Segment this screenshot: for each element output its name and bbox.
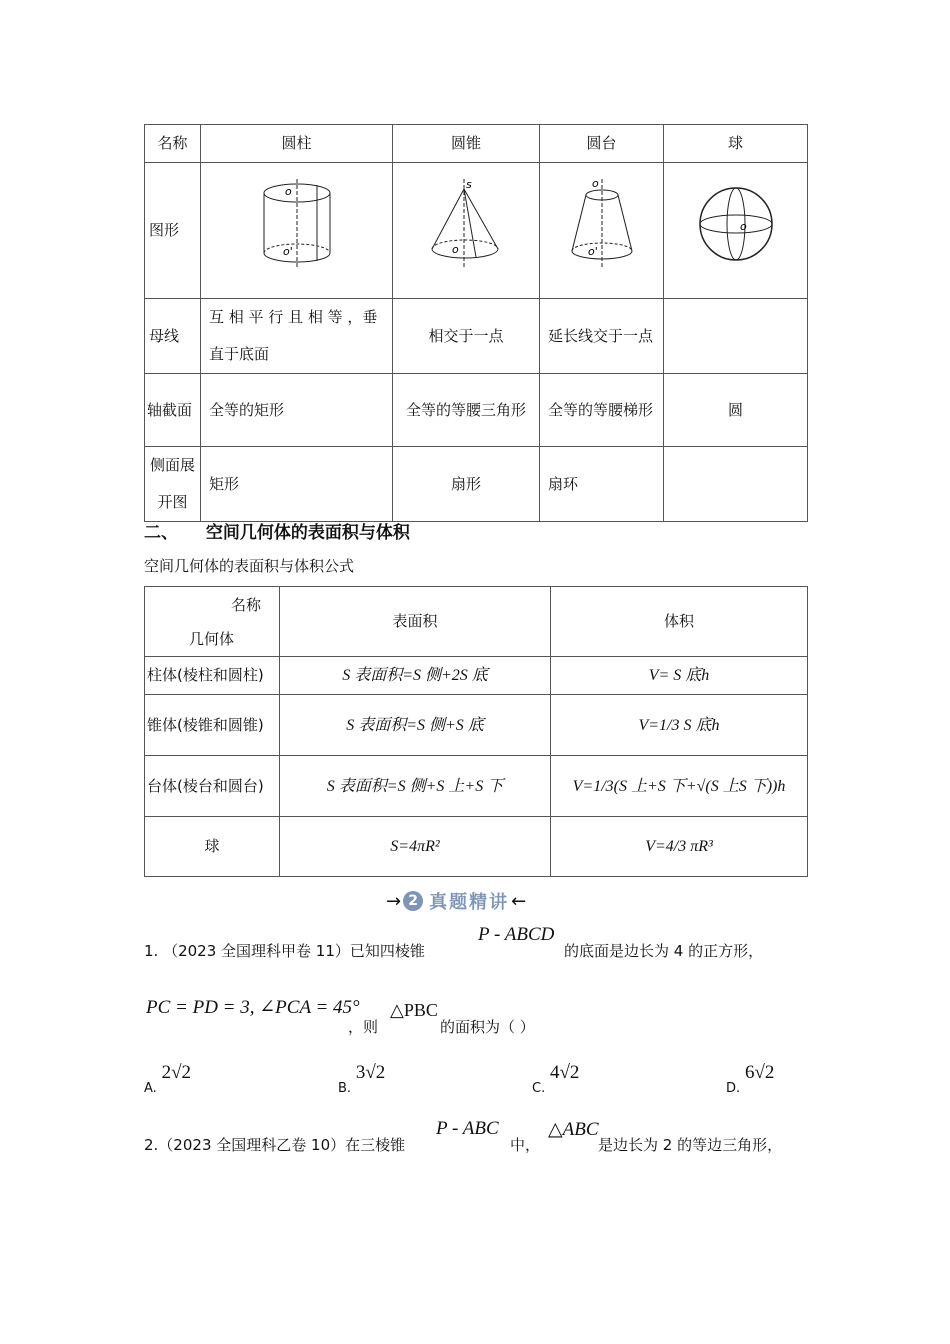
option-value: 4√2 [550,1062,580,1083]
row-name-pyramid: 锥体(棱锥和圆锥) [145,695,280,756]
sphere-lateral-net [664,447,808,522]
frustum-generatrix: 延长线交于一点 [540,299,664,374]
q2-pyramid-expr: P - ABC [436,1118,499,1139]
solids-of-revolution-table [144,124,808,522]
row-name-sphere: 球 [145,817,280,877]
row-label-lateral-net: 侧面展开图 [145,447,201,522]
option-value: 6√2 [744,1062,775,1083]
q2-triangle-expr: △ABC [548,1119,599,1140]
row-label-figure: 图形 [145,163,201,299]
frustum-axial-section: 全等的等腰梯形 [540,374,664,447]
cone-lateral-net: 扇形 [393,447,540,522]
sphere-figure [664,163,808,299]
frustum-surface-formula: S 表面积=S 侧+S 上+S 下 [280,756,551,817]
prism-surface-formula: S 表面积=S 侧+2S 底 [280,657,551,695]
section-heading [144,518,410,543]
cylinder-generatrix: 互 相 平 行 且 相 等 ，垂直于底面 [201,299,393,374]
pyramid-surface-formula: S 表面积=S 侧+S 底 [280,695,551,756]
header-frustum: 圆台 [540,125,664,163]
q1-then: ，则 [348,1018,379,1036]
frustum-lateral-net: 扇环 [540,447,664,522]
banner-number-badge: 2 [403,891,423,911]
pyramid-volume-formula: V=1/3 S 底h [551,695,808,756]
cone-generatrix: 相交于一点 [393,299,540,374]
formula-table [144,586,808,877]
q2-in: 中， [510,1136,541,1154]
header-diagonal-cell [145,587,280,657]
cylinder-figure [201,163,393,299]
header-cone: 圆锥 [393,125,540,163]
svg-text:o': o' [587,244,598,258]
svg-text:o: o [591,178,599,190]
header-name: 名称 [145,125,201,163]
option-value: 3√2 [355,1062,386,1083]
cylinder-axial-section: 全等的矩形 [201,374,393,447]
cylinder-lateral-net: 矩形 [201,447,393,522]
banner-right-arrow: ← [511,890,527,912]
option-label: A. [144,1081,157,1096]
q1-description: 的底面是边长为 4 的正方形， [564,942,764,960]
prism-volume-formula: V= S 底h [551,657,808,695]
svg-text:o: o [284,184,292,198]
row-name-prism: 柱体(棱柱和圆柱) [145,657,280,695]
section-subtitle: 空间几何体的表面积与体积公式 [144,557,355,575]
cone-axial-section: 全等的等腰三角形 [393,374,540,447]
option-label: B. [338,1081,352,1096]
header-surface-area: 表面积 [280,587,551,657]
q1-condition-expr: PC = PD = 3, ∠PCA = 45° [146,997,360,1018]
row-label-axial-section: 轴截面 [145,374,201,447]
sphere-surface-formula: S=4πR² [280,817,551,877]
frustum-figure [540,163,664,299]
option-value: 2√2 [161,1062,192,1083]
header-solid-label: 几何体 [189,629,235,648]
frustum-volume-formula: V=1/3(S 上+S 下+√(S 上S 下))h [551,756,808,817]
q1-option-d[interactable] [726,1062,775,1096]
row-name-frustum: 台体(棱台和圆台) [145,756,280,817]
header-volume: 体积 [551,587,808,657]
header-cylinder: 圆柱 [201,125,393,163]
q1-pyramid-expr: P - ABCD [478,924,555,945]
section-banner [386,888,526,914]
header-name-label: 名称 [231,595,262,614]
sphere-generatrix [664,299,808,374]
q1-option-b[interactable] [338,1062,386,1096]
q2-prefix: 2.（2023 全国理科乙卷 10）在三棱锥 [144,1136,406,1154]
row-label-generatrix: 母线 [145,299,201,374]
q1-suffix: 的面积为（ ） [440,1018,535,1036]
svg-text:s: s [466,178,472,191]
q1-option-c[interactable] [532,1062,580,1096]
section-number: 二、 [144,523,178,543]
svg-text:o: o [739,219,747,233]
banner-title: 真题精讲 [429,892,510,913]
cone-figure [393,163,540,299]
option-label: C. [532,1081,546,1096]
q1-prefix: 1. （2023 全国理科甲卷 11）已知四棱锥 [144,942,425,960]
q1-triangle-expr: △PBC [390,1000,438,1020]
banner-left-arrow: → [386,890,402,912]
q2-suffix: 是边长为 2 的等边三角形， [598,1136,783,1154]
sphere-volume-formula: V=4/3 πR³ [551,817,808,877]
sphere-axial-section: 圆 [664,374,808,447]
q1-options [144,1062,806,1096]
section-title: 空间几何体的表面积与体积 [205,523,410,543]
svg-text:o: o [452,242,459,256]
option-label: D. [726,1081,741,1096]
svg-text:o': o' [282,244,293,258]
q1-option-a[interactable] [144,1062,192,1096]
header-sphere: 球 [664,125,808,163]
